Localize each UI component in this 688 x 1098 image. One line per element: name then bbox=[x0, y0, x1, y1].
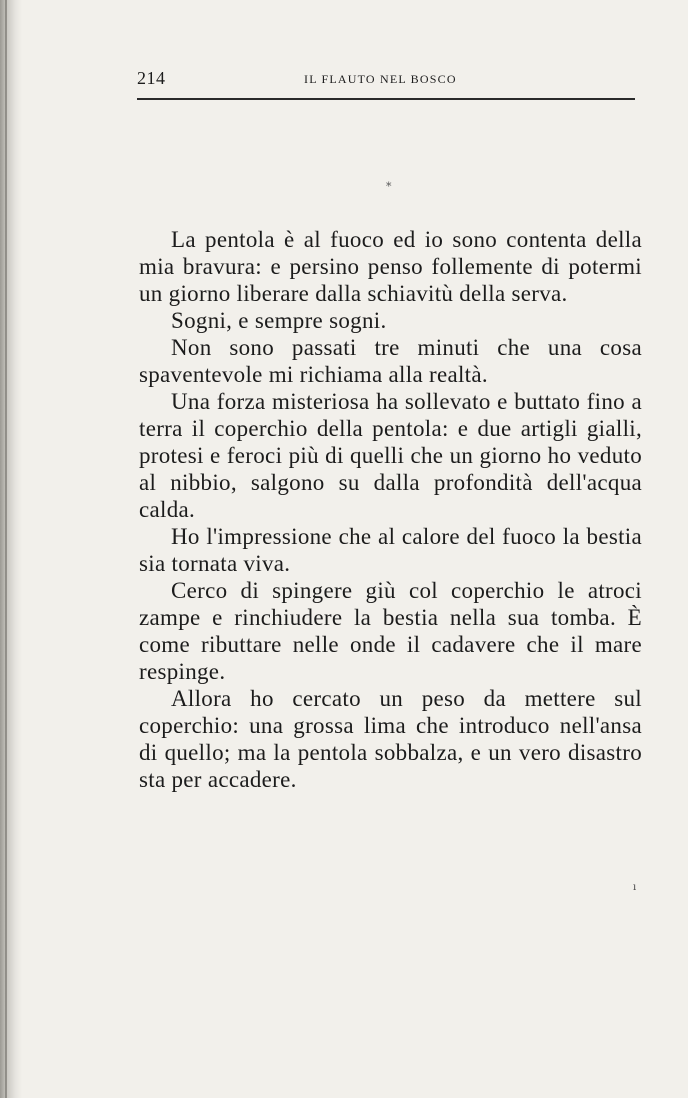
paragraph: Allora ho cercato un peso da mettere sul coperchio: una grossa lima che introduco nell'ansa di quello; ma la pentola sobbalza, e un vero disastro sta per accadere. bbox=[139, 686, 642, 792]
page-number: 214 bbox=[137, 68, 166, 88]
print-speck: ı bbox=[633, 882, 637, 893]
header-rule bbox=[137, 98, 635, 100]
section-ornament: * bbox=[386, 180, 392, 193]
page-binding-line bbox=[5, 0, 7, 1098]
page-header bbox=[137, 68, 635, 92]
paragraph: Cerco di spingere giù col coperchio le atroci zampe e rinchiudere la bestia nella sua tomba. È come ributtare nelle onde il cadavere che il mare respinge. bbox=[139, 578, 642, 684]
paragraph: Una forza misteriosa ha sollevato e buttato fino a terra il coperchio della pentola: e due artigli gialli, protesi e feroci più di quelli che un giorno ho veduto al nibbio, salgono su dalla profondità dell'acqua calda. bbox=[139, 389, 642, 522]
paragraph: Ho l'impressione che al calore del fuoco la bestia sia tornata viva. bbox=[139, 524, 642, 576]
running-title: IL FLAUTO NEL BOSCO bbox=[304, 72, 457, 86]
paragraph: Non sono passati tre minuti che una cosa spaventevole mi richiama alla realtà. bbox=[139, 335, 642, 387]
page-binding-shadow bbox=[0, 0, 22, 1098]
body-text bbox=[139, 226, 642, 793]
paragraph: La pentola è al fuoco ed io sono contenta della mia bravura: e persino penso follemente di potermi un giorno liberare dalla schiavitù della serva. bbox=[139, 227, 642, 306]
paragraph: Sogni, e sempre sogni. bbox=[171, 308, 387, 333]
